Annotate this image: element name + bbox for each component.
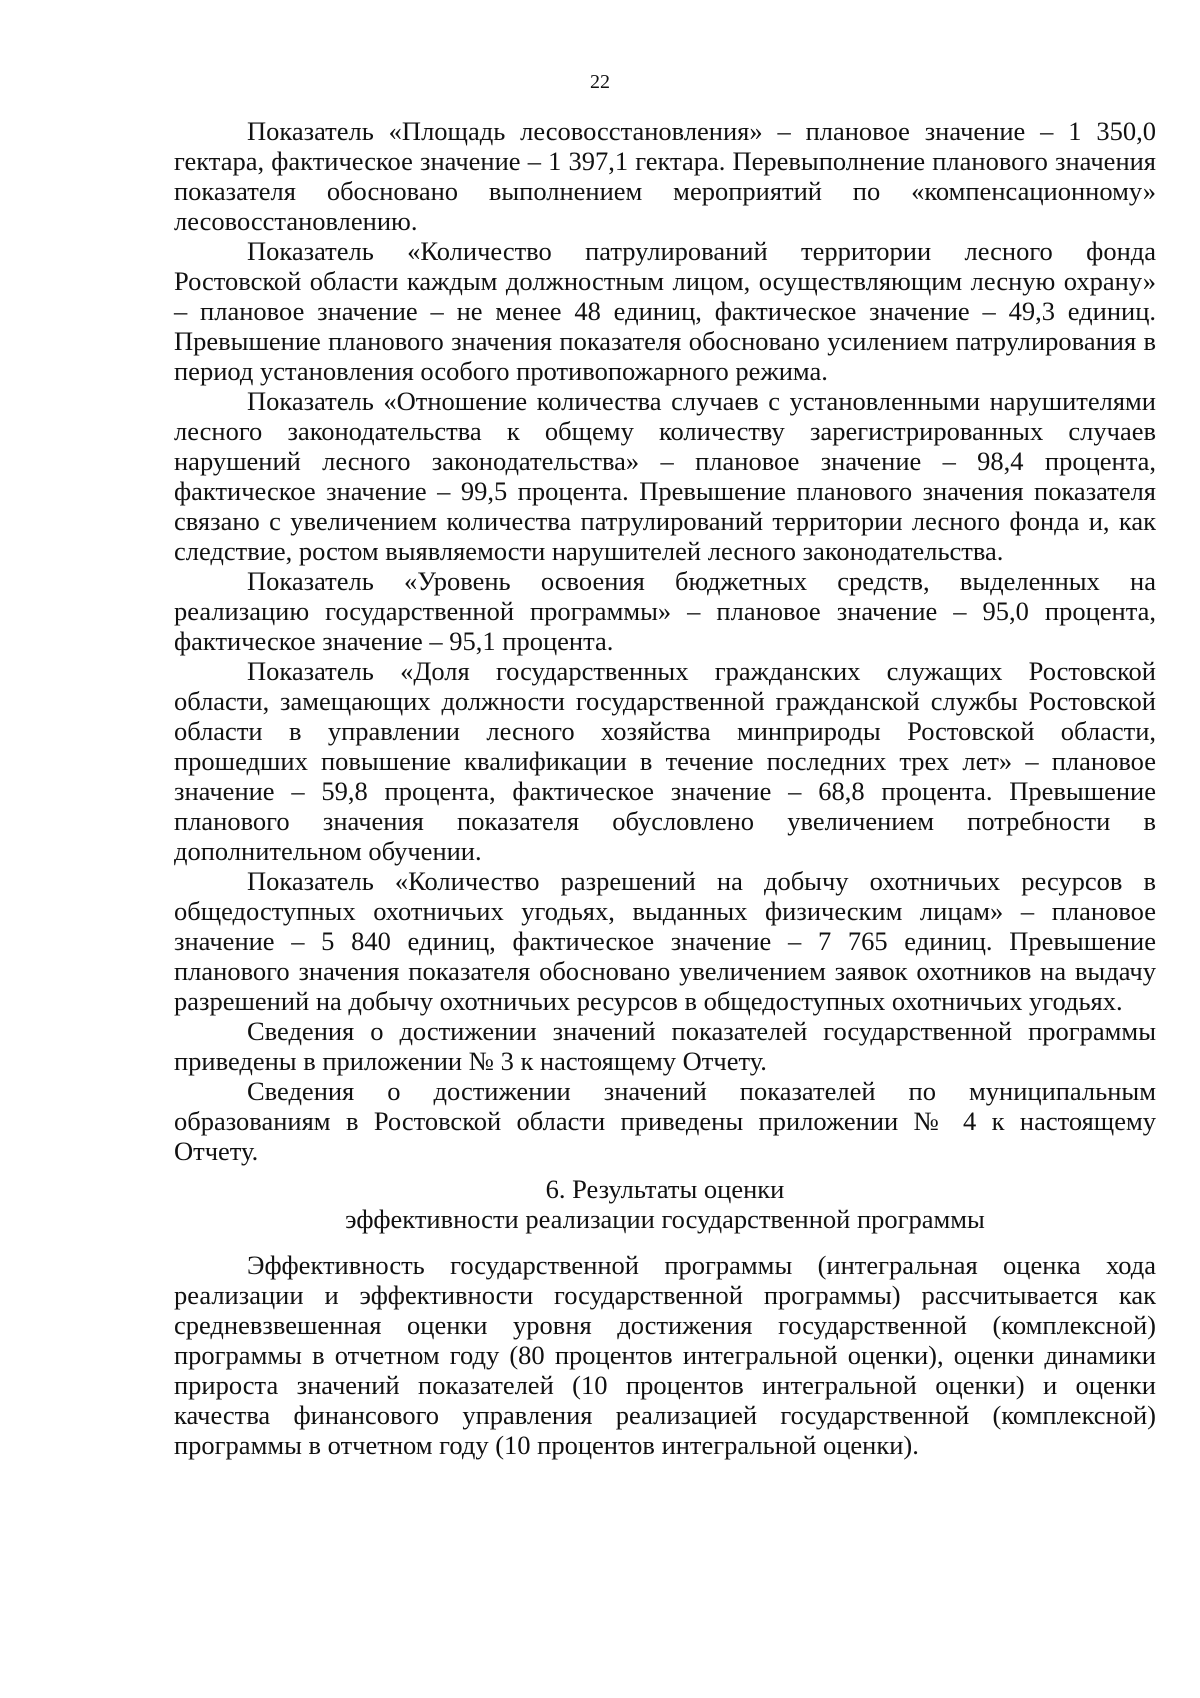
section-heading: [174, 1174, 1156, 1234]
paragraph-appendix-3-reference: Сведения о достижении значений показателей государственной программы приведены в приложении № 3 к настоящему Отчету.: [174, 1016, 1156, 1076]
paragraph-reforestation-area: Показатель «Площадь лесовосстановления» – плановое значение – 1 350,0 гектара, фактическое значение – 1 397,1 гектара. Перевыполнение планового значения показателя обосновано выполнением мероприятий по «компенсационному» лесовосстановлению.: [174, 116, 1156, 236]
page-number: 22: [590, 71, 610, 93]
paragraph-civil-servants-training: Показатель «Доля государственных гражданских служащих Ростовской области, замещающих должности государственной гражданской службы Ростовской области в управлении лесного хозяйства минприроды Ростовской области, прошедших повышение квалификации в течение последних трех лет» – плановое значение – 59,8 процента, фактическое значение – 68,8 процента. Превышение планового значения показателя обусловлено увеличением потребности в дополнительном обучении.: [174, 656, 1156, 866]
page-content: [174, 116, 1156, 1460]
paragraph-hunting-permits: Показатель «Количество разрешений на добычу охотничьих ресурсов в общедоступных охотничьих угодьях, выданных физическим лицам» – плановое значение – 5 840 единиц, фактическое значение – 7 765 единиц. Превышение планового значения показателя обосновано увеличением заявок охотников на выдачу разрешений на добычу охотничьих ресурсов в общедоступных охотничьих угодьях.: [174, 866, 1156, 1016]
paragraph-violations-ratio: Показатель «Отношение количества случаев с установленными нарушителями лесного законодательства к общему количеству зарегистрированных случаев нарушений лесного законодательства» – плановое значение – 98,4 процента, фактическое значение – 99,5 процента. Превышение планового значения показателя связано с увеличением количества патрулирований территории лесного фонда и, как следствие, ростом выявляемости нарушителей лесного законодательства.: [174, 386, 1156, 566]
paragraph-program-efficiency: Эффективность государственной программы (интегральная оценка хода реализации и эффективности государственной программы) рассчитывается как средневзвешенная оценки уровня достижения государственной (комплексной) программы в отчетном году (80 процентов интегральной оценки), оценки динамики прироста значений показателей (10 процентов интегральной оценки) и оценки качества финансового управления реализацией государственной (комплексной) программы в отчетном году (10 процентов интегральной оценки).: [174, 1250, 1156, 1460]
section-title-line-2: эффективности реализации государственной программы: [345, 1204, 985, 1234]
section-title-line-1: 6. Результаты оценки: [545, 1174, 785, 1204]
paragraph-appendix-4-reference: Сведения о достижении значений показателей по муниципальным образованиям в Ростовской области приведены приложении № 4 к настоящему Отчету.: [174, 1076, 1156, 1166]
paragraph-patrol-count: Показатель «Количество патрулирований территории лесного фонда Ростовской области каждым должностным лицом, осуществляющим лесную охрану» – плановое значение – не менее 48 единиц, фактическое значение – 49,3 единиц. Превышение планового значения показателя обосновано усилением патрулирования в период установления особого противопожарного режима.: [174, 236, 1156, 386]
paragraph-budget-utilization: Показатель «Уровень освоения бюджетных средств, выделенных на реализацию государственной программы» – плановое значение – 95,0 процента, фактическое значение – 95,1 процента.: [174, 566, 1156, 656]
